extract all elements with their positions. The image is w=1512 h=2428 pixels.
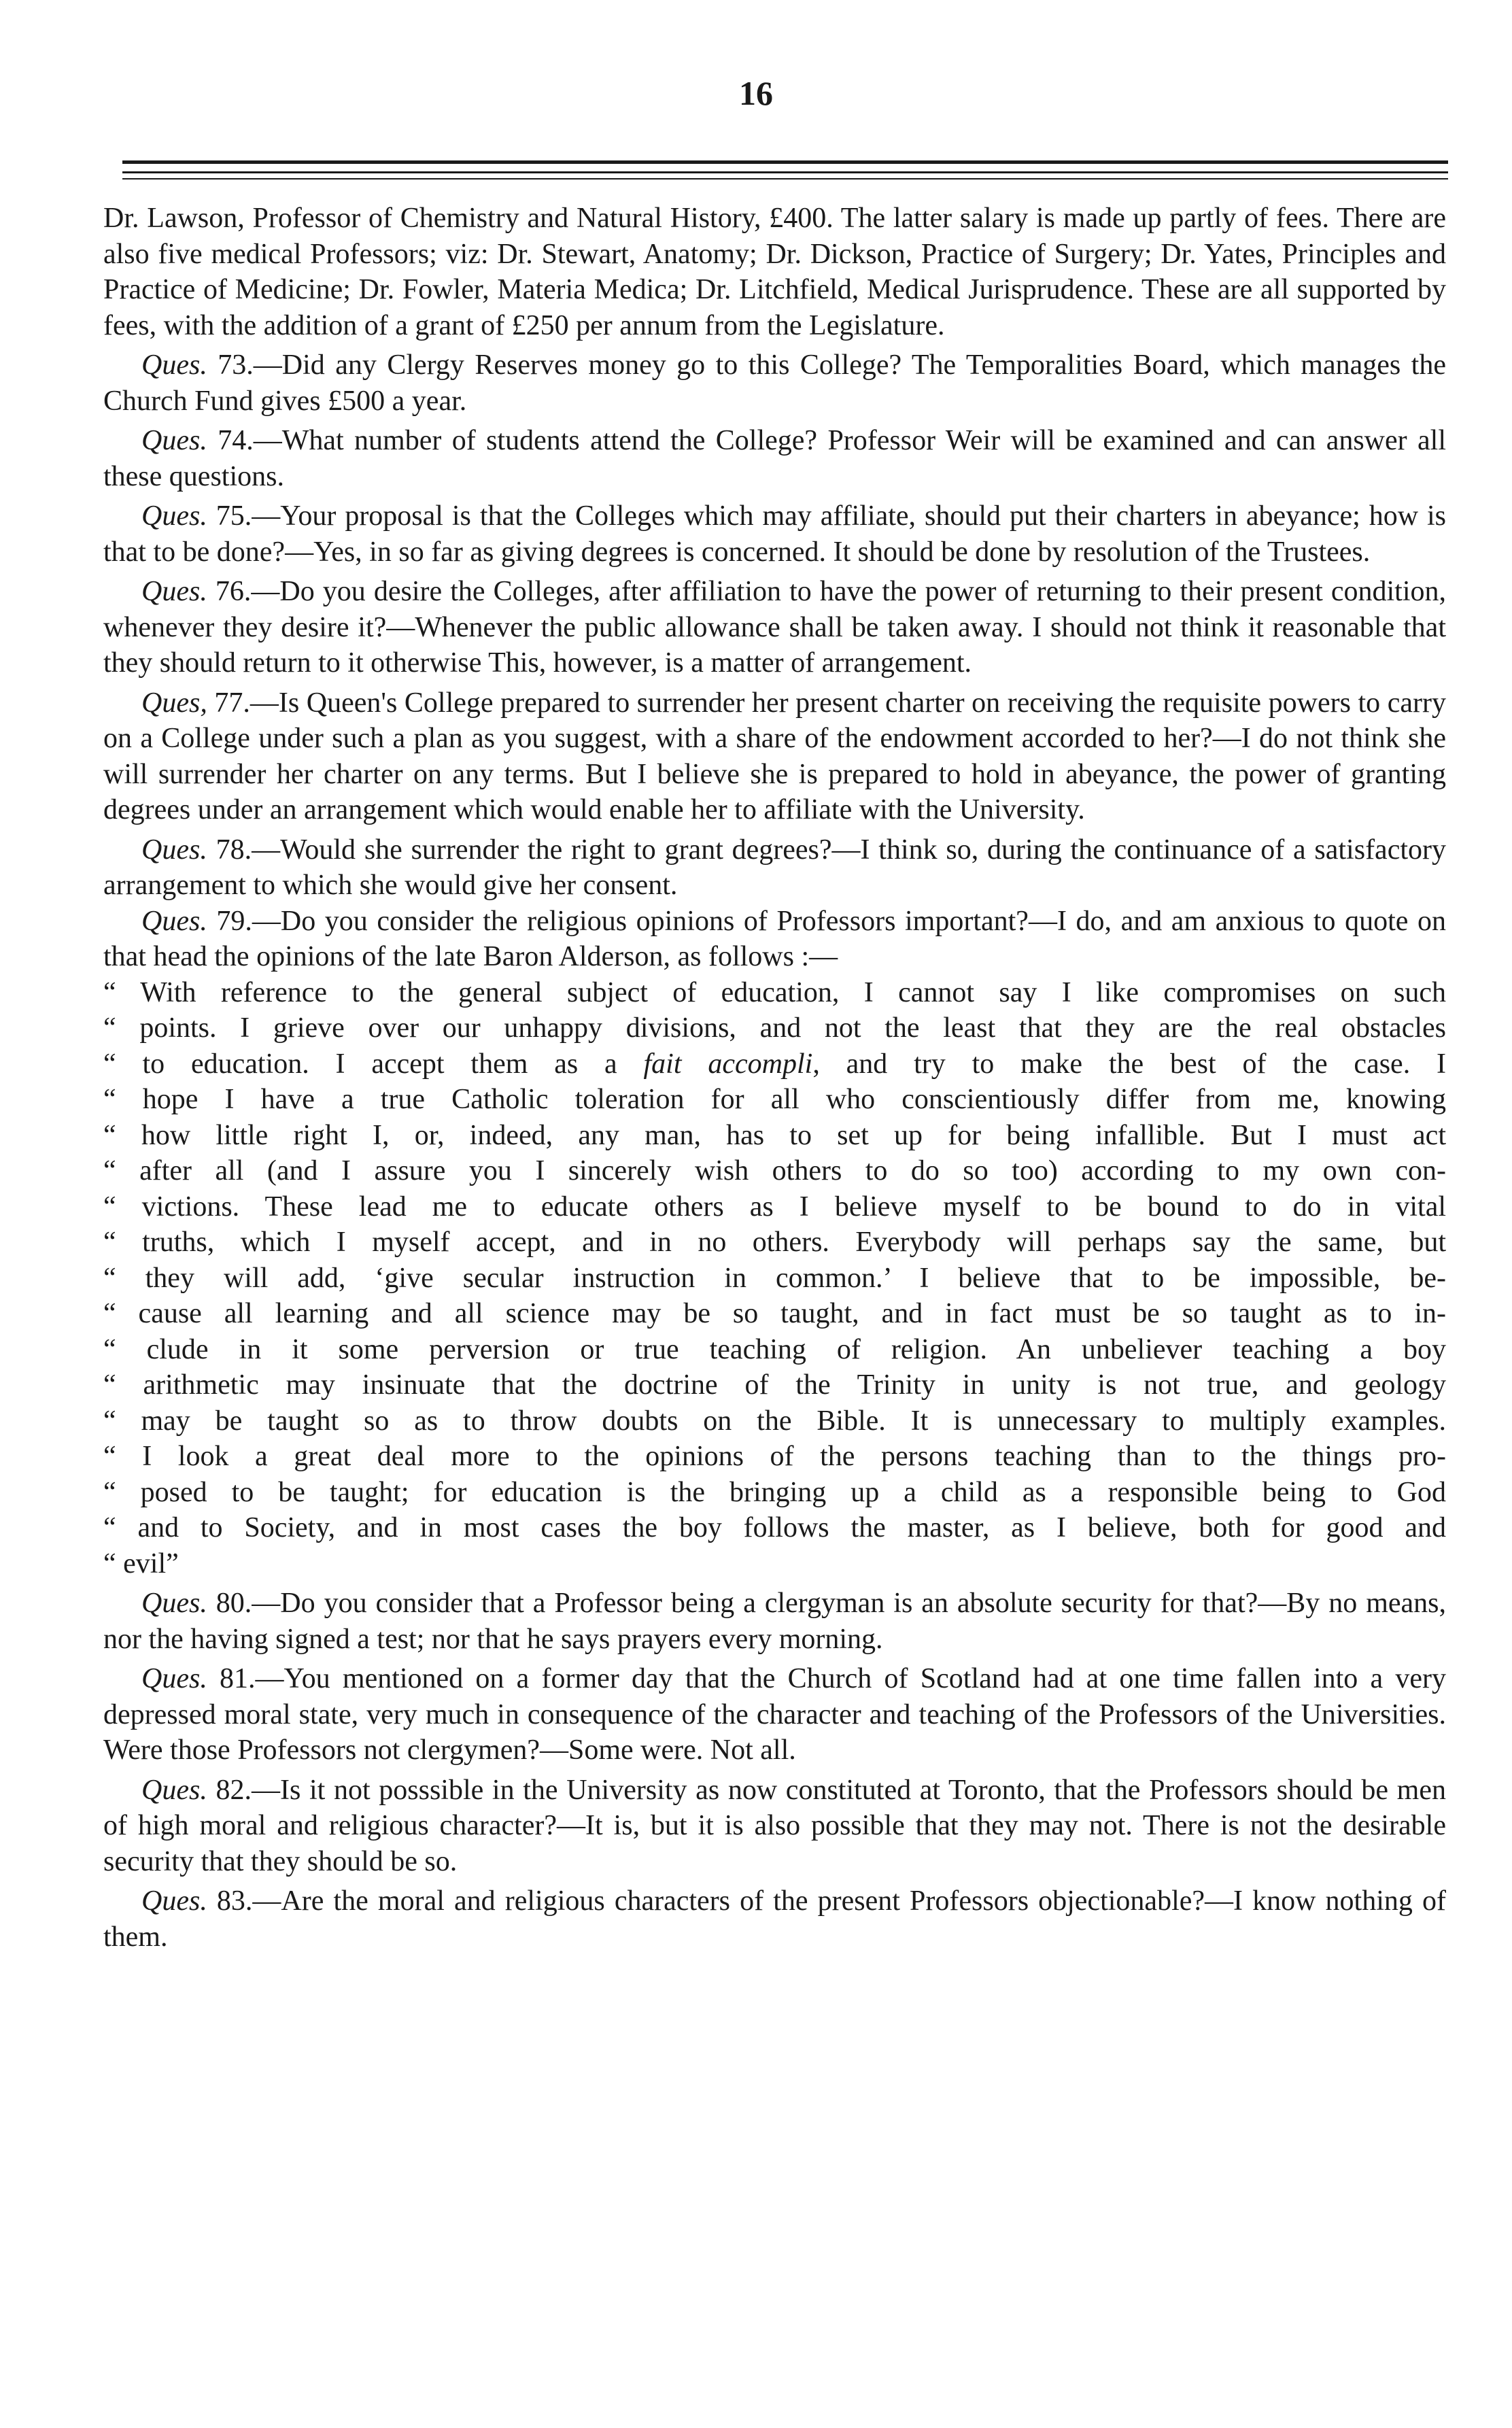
question-text: 74.—What number of students attend the College? Professor Weir will be examined and can answer all these questions. (103, 425, 1446, 492)
question-text: 75.—Your proposal is that the Colleges which may affiliate, should put their charters in abeyance; how is that to be done?—Yes, in so far as giving degrees is concerned. It should be done by resolution of the Trustees. (103, 500, 1446, 568)
question-label: Ques. (141, 500, 207, 532)
quote-line: “ hope I have a true Catholic toleration for all who conscientiously differ from me, knowing (103, 1084, 1446, 1115)
question-75 (103, 498, 1446, 570)
intro-paragraph: Dr. Lawson, Professor of Chemistry and Natural History, £400. The latter salary is made up partly of fees. There are also five medical Professors; viz: Dr. Stewart, Anatomy; Dr. Dickson, Practice of Surgery; Dr. Yates, Principles and Practice of Medicine; Dr. Fowler, Materia Medica; Dr. Litchfield, Medical Jurisprudence. These are all supported by fees, with the addition of a grant of £250 per annum from the Legislature. (103, 203, 1446, 341)
fait-accompli: fait accompli (643, 1048, 813, 1080)
quote-line: “ arithmetic may insinuate that the doctrine of the Trinity in unity is not true, and geology (103, 1369, 1446, 1401)
quote-line-end: , and try to make the best of the case. I (812, 1048, 1447, 1080)
quote-line (103, 1046, 1446, 1082)
question-text: 73.—Did any Clergy Reserves money go to this College? The Temporalities Board, which manages the Church Fund gives £500 a year. (103, 349, 1446, 417)
question-74 (103, 423, 1446, 494)
quote-line: “ I look a great deal more to the opinions of the persons teaching than to the things pro- (103, 1441, 1446, 1472)
quote-line: “ points. I grieve over our unhappy divisions, and not the least that they are the real obstacles (103, 1012, 1446, 1044)
header-rule-thin (122, 178, 1448, 179)
quote-line: “ cause all learning and all science may be so taught, and in fact must be so taught as to in- (103, 1298, 1446, 1329)
header-rule-thick (122, 160, 1448, 164)
question-label: Ques. (141, 834, 207, 866)
page-number: 16 (739, 74, 773, 112)
question-label: Ques. (141, 1774, 207, 1806)
quote-line: “ evil” (103, 1548, 179, 1579)
quote-line: “ and to Society, and in most cases the boy follows the master, as I believe, both for good and (103, 1512, 1446, 1543)
quote-line: “ after all (and I assure you I sincerely wish others to do so too) according to my own con- (103, 1155, 1446, 1186)
question-76 (103, 574, 1446, 681)
question-label: Ques, (141, 687, 207, 719)
quote-line: “ clude in it some perversion or true teaching of religion. An unbeliever teaching a boy (103, 1333, 1446, 1365)
question-label: Ques. (141, 425, 207, 456)
quote-line: “ victions. These lead me to educate others as I believe myself to be bound to do in vital (103, 1191, 1446, 1222)
question-label: Ques. (141, 576, 207, 607)
alderson-quote (103, 975, 1446, 1582)
question-text: 83.—Are the moral and religious characters of the present Professors objectionable?—I know nothing of them. (103, 1885, 1446, 1953)
quote-line: “ they will add, ‘give secular instruction in common.’ I believe that to be impossible, be- (103, 1262, 1446, 1294)
question-83 (103, 1883, 1446, 1955)
quote-line-start: “ to education. I accept them as a (103, 1048, 644, 1080)
question-text: 79.—Do you consider the religious opinions of Professors important?—I do, and am anxious to quote on that head the opinions of the late Baron Alderson, as follows :— (103, 905, 1446, 972)
question-text: 80.—Do you consider that a Professor being a clergyman is an absolute security for that?—By no means, nor the having signed a test; nor that he says prayers every morning. (103, 1588, 1446, 1655)
quote-line: “ With reference to the general subject of education, I cannot say I like compromises on such (103, 976, 1446, 1008)
quote-line: “ posed to be taught; for education is the bringing up a child as a responsible being to God (103, 1476, 1446, 1508)
page-body (103, 201, 1446, 1959)
quote-line: “ truths, which I myself accept, and in no others. Everybody will perhaps say the same, but (103, 1227, 1446, 1258)
question-text: 78.—Would she surrender the right to grant degrees?—I think so, during the continuance of a satisfactory arrangement to which she would give her consent. (103, 834, 1446, 901)
question-78 (103, 832, 1446, 904)
header-rule-middle (122, 171, 1448, 173)
question-label: Ques. (141, 1663, 207, 1694)
question-80 (103, 1586, 1446, 1657)
question-text: 76.—Do you desire the Colleges, after affiliation to have the power of returning to their present condition, whenever they desire it?—Whenever the public allowance shall be taken away. I should not think it reasonable that they should return to it otherwise This, however, is a matter of arrangement. (103, 576, 1446, 679)
quote-line: “ may be taught so as to throw doubts on the Bible. It is unnecessary to multiply examples. (103, 1405, 1446, 1437)
quote-line: “ how little right I, or, indeed, any man, has to set up for being infallible. But I must act (103, 1119, 1446, 1151)
question-73 (103, 347, 1446, 419)
question-label: Ques. (141, 905, 207, 937)
question-text: 82.—Is it not posssible in the University as now constituted at Toronto, that the Professors should be men of high moral and religious character?—It is, but it is also possible that they may not. There is not the desirable security that they should be so. (103, 1774, 1446, 1877)
question-label: Ques. (141, 349, 207, 381)
question-text: 77.—Is Queen's College prepared to surrender her present charter on receiving the requisite powers to carry on a College under such a plan as you suggest, with a share of the endowment accorded to her?—I do not think she will surrender her charter on any terms. But I believe she is prepared to hold in abeyance, the power of granting degrees under an arrangement which would enable her to affiliate with the University. (103, 687, 1446, 825)
question-label: Ques. (141, 1885, 207, 1917)
question-79 (103, 904, 1446, 975)
question-81 (103, 1661, 1446, 1768)
question-label: Ques. (141, 1588, 207, 1619)
question-text: 81.—You mentioned on a former day that the Church of Scotland had at one time fallen into a very depressed moral state, very much in consequence of the character and teaching of the Professors of the Universities. Were those Professors not clergymen?—Some were. Not all. (103, 1663, 1446, 1766)
question-82 (103, 1773, 1446, 1880)
question-77 (103, 685, 1446, 828)
